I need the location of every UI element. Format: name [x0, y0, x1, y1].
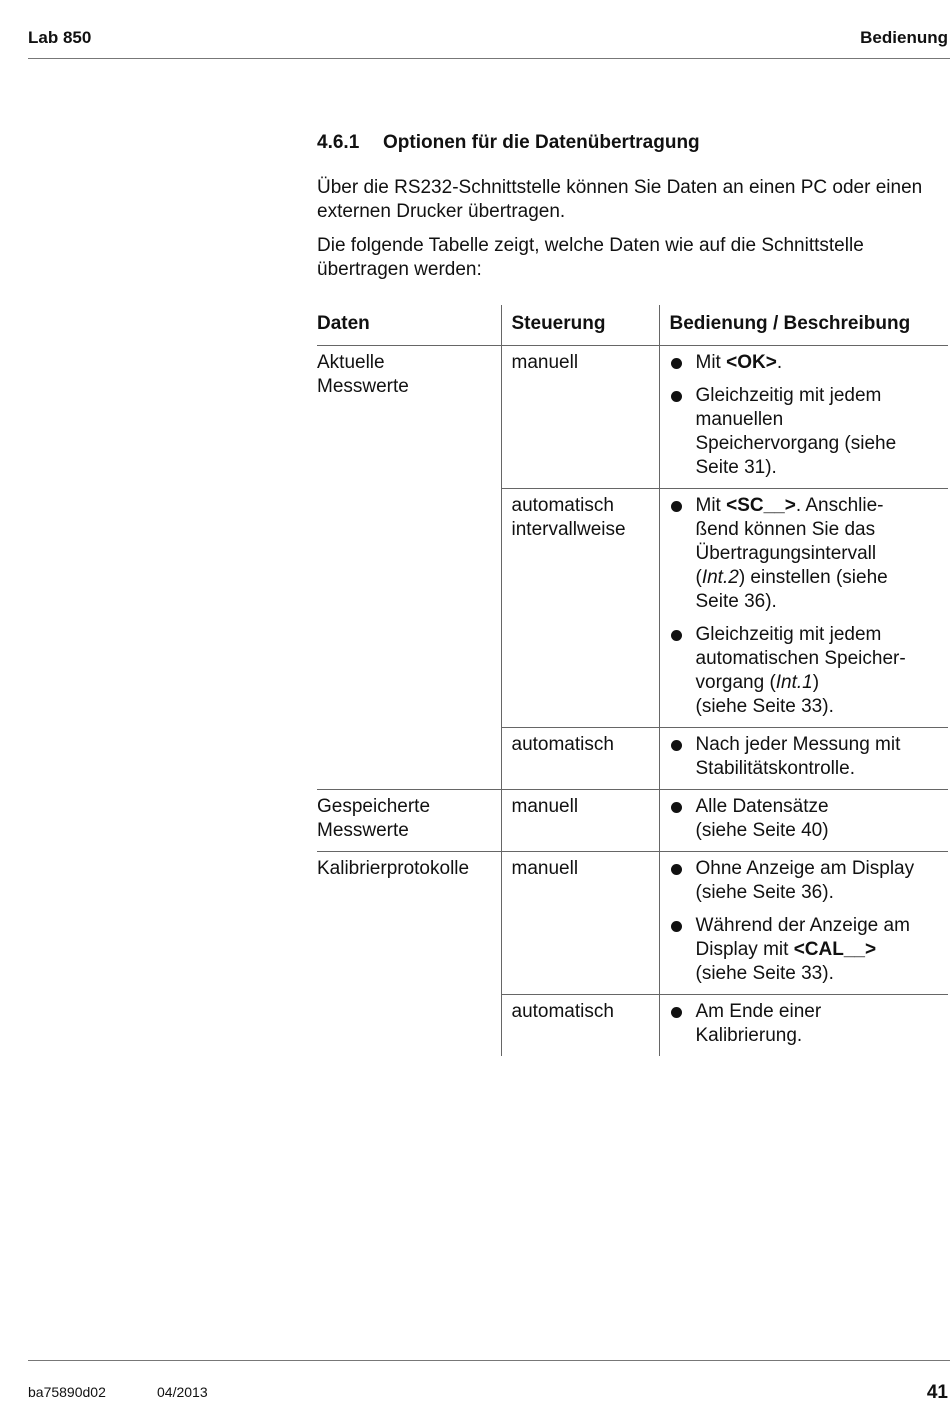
- section-title: Optionen für die Datenübertragung: [383, 132, 700, 153]
- cell-steuerung: automatisch: [501, 995, 659, 1057]
- list-item: Während der Anzeige am Display mit <CAL__> (siehe Seite 33).: [670, 914, 949, 986]
- cell-beschreibung: [659, 489, 948, 728]
- table-row: [317, 852, 948, 995]
- key-ok: <OK>: [726, 352, 777, 373]
- list-item: Mit <OK>.: [670, 351, 949, 375]
- list-item: Gleichzeitig mit jedem manuellen Speichervorgang (siehe Seite 31).: [670, 384, 949, 480]
- header-rule: [28, 58, 950, 59]
- cell-beschreibung: [659, 790, 948, 852]
- header-product: Lab 850: [28, 28, 92, 47]
- cell-text: Aktuelle: [317, 352, 385, 373]
- cell-daten: Kalibrierprotokolle: [317, 852, 501, 1057]
- cell-text: Messwerte: [317, 376, 409, 397]
- footer-date: 04/2013: [157, 1384, 208, 1400]
- cell-beschreibung: [659, 995, 948, 1057]
- section-number: 4.6.1: [317, 132, 360, 153]
- table-row: [317, 790, 948, 852]
- page-number: 41: [926, 1382, 948, 1403]
- col-header-steuerung: Steuerung: [501, 305, 659, 346]
- intro-paragraph: Über die RS232-Schnittstelle können Sie Daten an einen PC oder einen externen Drucker übertragen.: [317, 177, 923, 222]
- key-cal: <CAL__>: [793, 939, 877, 960]
- col-header-beschreibung: Bedienung / Beschreibung: [659, 305, 948, 346]
- cell-text: manuell: [511, 352, 579, 373]
- footer-doc-code: ba75890d02: [28, 1384, 106, 1400]
- cell-steuerung: automatisch intervallweise: [501, 489, 659, 728]
- table-header-row: [317, 305, 948, 346]
- data-transfer-table: [317, 305, 948, 1056]
- footer-rule: [28, 1360, 950, 1361]
- cell-steuerung: [501, 346, 659, 489]
- cell-steuerung: manuell: [501, 790, 659, 852]
- list-item: Mit <SC__>. Anschlie- ßend können Sie das Übertragungsintervall (Int.2) einstellen (siehe Seite 36).: [670, 494, 949, 614]
- section-heading: [317, 132, 700, 154]
- cell-daten: [317, 346, 501, 790]
- key-sc: <SC__>: [726, 495, 796, 516]
- cell-beschreibung: [659, 728, 948, 790]
- header-chapter: Bedienung: [860, 28, 948, 47]
- cell-daten: Gespeicherte Messwerte: [317, 790, 501, 852]
- cell-steuerung: manuell: [501, 852, 659, 995]
- list-item: Gleichzeitig mit jedem automatischen Speicher- vorgang (Int.1) (siehe Seite 33).: [670, 623, 949, 719]
- cell-beschreibung: [659, 346, 948, 489]
- table-row: [317, 346, 948, 489]
- list-item: Am Ende einer Kalibrierung.: [670, 1000, 949, 1048]
- cell-steuerung: automatisch: [501, 728, 659, 790]
- cell-beschreibung: [659, 852, 948, 995]
- list-item: Nach jeder Messung mit Stabilitätskontrolle.: [670, 733, 949, 781]
- list-item: Ohne Anzeige am Display (siehe Seite 36).: [670, 857, 949, 905]
- table-intro-paragraph: Die folgende Tabelle zeigt, welche Daten wie auf die Schnittstelle übertragen werden:: [317, 235, 864, 280]
- col-header-daten: Daten: [317, 305, 501, 346]
- list-item: Alle Datensätze (siehe Seite 40): [670, 795, 949, 843]
